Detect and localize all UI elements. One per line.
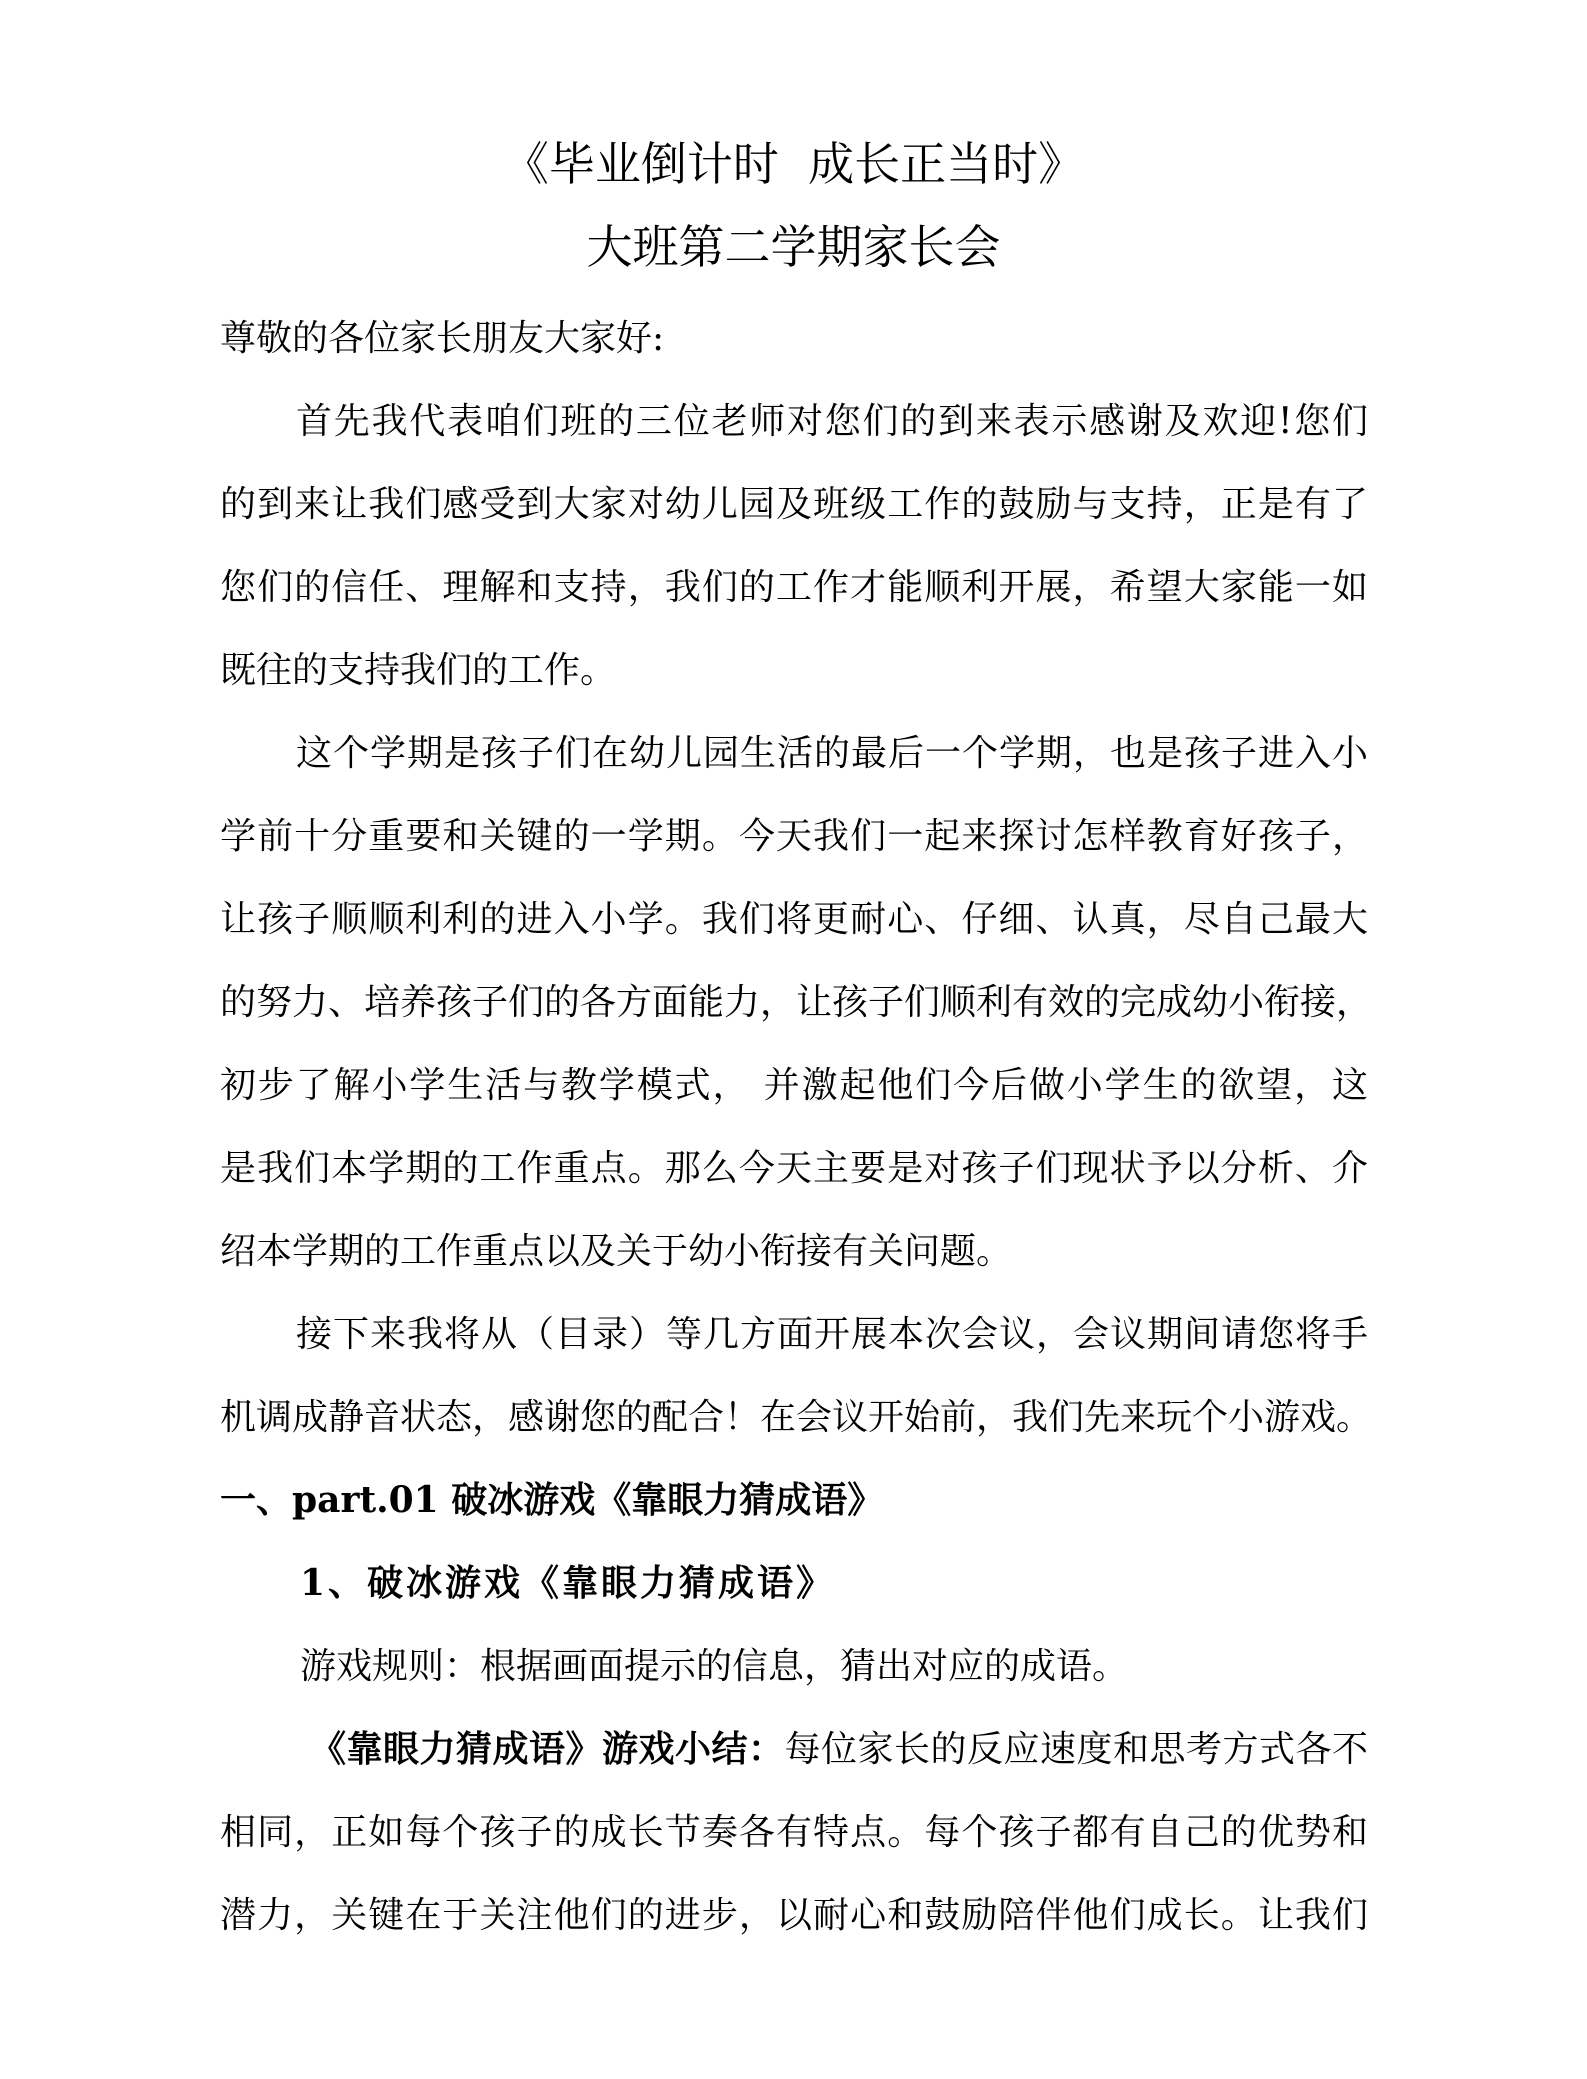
game-rules: 游戏规则：根据画面提示的信息，猜出对应的成语。 (300, 1646, 1129, 1687)
text-line: 首先我代表咱们班的三位老师对您们的到来表示感谢及欢迎!您们 (296, 401, 1368, 442)
text-line: 相同，正如每个孩子的成长节奏各有特点。每个孩子都有自己的优势和 (220, 1812, 1368, 1853)
subsection-heading: 1、破冰游戏《靠眼力猜成语》 (300, 1562, 836, 1604)
text-line: 学前十分重要和关键的一学期。今天我们一起来探讨怎样教育好孩子， (220, 816, 1368, 857)
text-line: 的努力、培养孩子们的各方面能力，让孩子们顺利有效的完成幼小衔接， (220, 982, 1373, 1023)
text-line: 这个学期是孩子们在幼儿园生活的最后一个学期，也是孩子进入小 (296, 733, 1368, 774)
paragraph-semester (220, 712, 1373, 1293)
document-body (220, 297, 1373, 1957)
text-line: 潜力，关键在于关注他们的进步，以耐心和鼓励陪伴他们成长。让我们 (220, 1895, 1368, 1936)
paragraph-agenda (220, 1293, 1373, 1459)
text-line: 既往的支持我们的工作。 (220, 650, 617, 691)
text-line: 的到来让我们感受到大家对幼儿园及班级工作的鼓励与支持，正是有了 (220, 484, 1368, 525)
document-title: 《毕业倒计时 成长正当时》 (502, 137, 1085, 191)
text-line: 让孩子顺顺利利的进入小学。我们将更耐心、仔细、认真，尽自己最大 (220, 899, 1368, 940)
text-line: 接下来我将从（目录）等几方面开展本次会议，会议期间请您将手 (296, 1314, 1368, 1355)
text-line: 绍本学期的工作重点以及关于幼小衔接有关问题。 (220, 1231, 1013, 1272)
text-line: 初步了解小学生活与教学模式， 并激起他们今后做小学生的欲望，这 (220, 1065, 1368, 1106)
paragraph-welcome (220, 380, 1368, 712)
summary-label: 《靠眼力猜成语》游戏小结： (310, 1728, 785, 1770)
text-line: 您们的信任、理解和支持，我们的工作才能顺利开展，希望大家能一如 (220, 567, 1368, 608)
document-subtitle: 大班第二学期家长会 (586, 220, 1001, 274)
text-line: 机调成静音状态，感谢您的配合！在会议开始前，我们先来玩个小游戏。 (220, 1397, 1373, 1438)
text-line: 是我们本学期的工作重点。那么今天主要是对孩子们现状予以分析、介 (220, 1148, 1368, 1189)
section-heading: 一、part.01 破冰游戏《靠眼力猜成语》 (220, 1479, 884, 1521)
paragraph-summary (220, 1708, 1368, 1957)
summary-first-line (220, 1708, 1368, 1791)
summary-text: 每位家长的反应速度和思考方式各不 (784, 1729, 1368, 1770)
greeting-line: 尊敬的各位家长朋友大家好: (220, 318, 665, 359)
